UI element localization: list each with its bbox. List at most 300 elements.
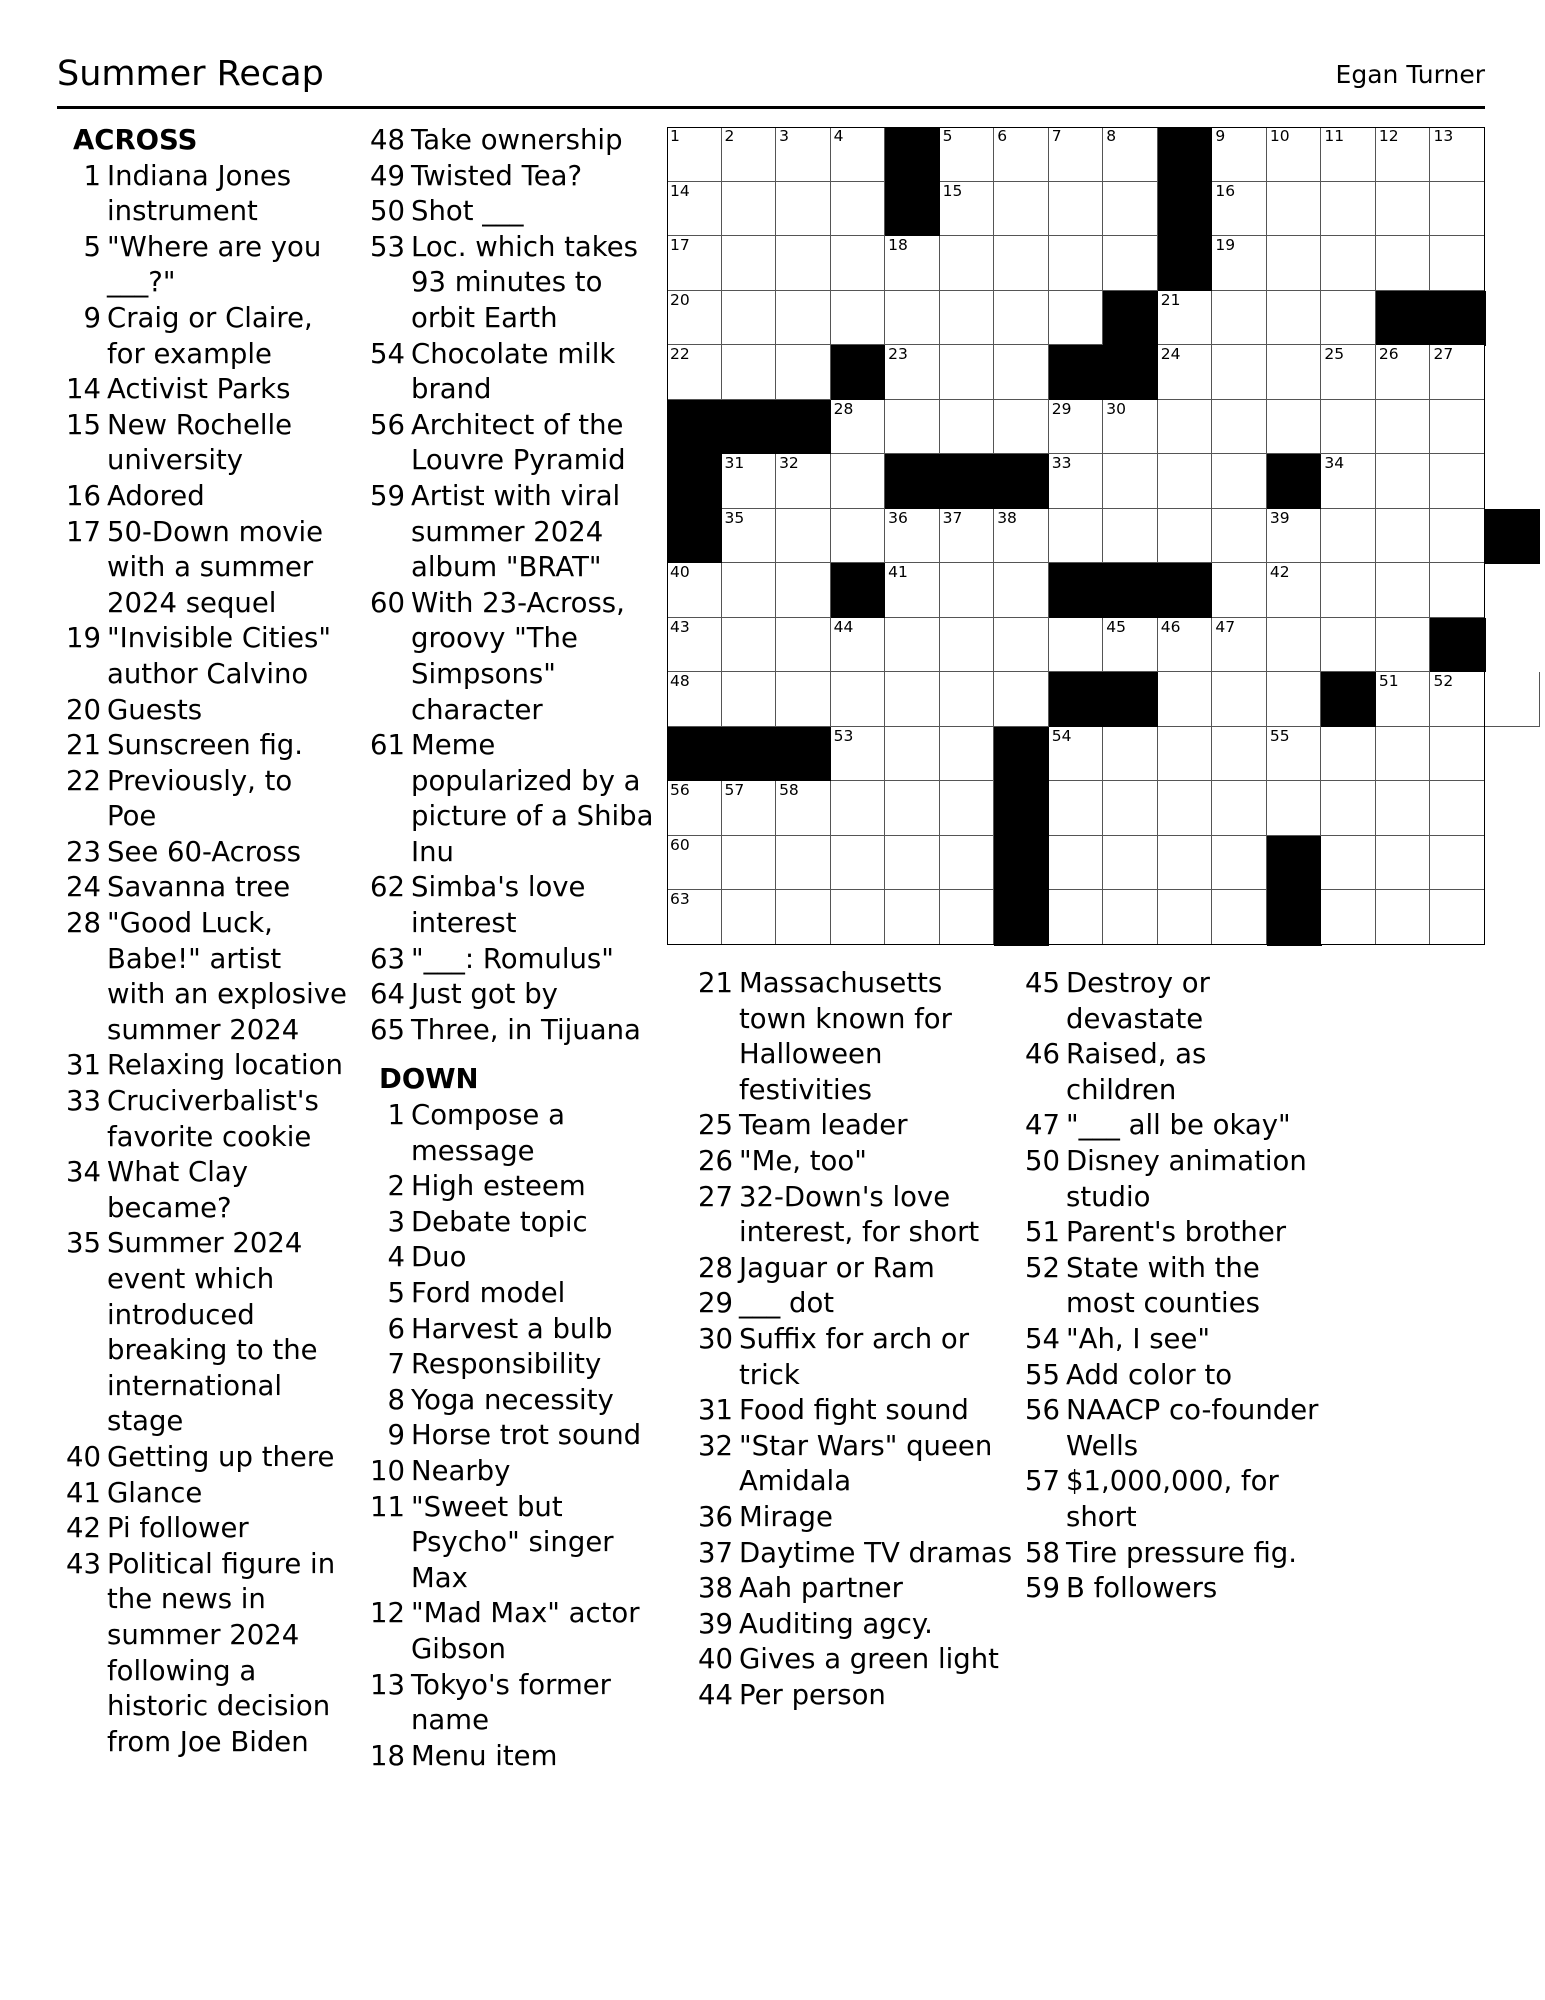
grid-cell[interactable] [1158,781,1213,836]
grid-cell[interactable] [722,618,777,673]
grid-cell[interactable] [1430,781,1485,836]
grid-cell[interactable] [1049,291,1104,346]
grid-cell[interactable] [1212,672,1267,727]
grid-cell[interactable] [1376,182,1431,237]
grid-cell[interactable] [1212,563,1267,618]
clue-item [57,230,347,301]
clue-number: 41 [66,1476,101,1509]
clue-number: 42 [66,1512,101,1545]
grid-block [1103,672,1158,727]
grid-cell[interactable] [1267,291,1322,346]
clue-text: $1,000,000, for short [1066,1465,1279,1533]
grid-cell[interactable] [885,345,940,400]
cell-number: 49 [1106,672,1126,691]
grid-cell[interactable] [776,672,831,727]
grid-block [1267,890,1322,945]
clue-text: Cruciverbalist's favorite cookie [107,1085,319,1153]
grid-cell[interactable] [940,236,995,291]
grid-cell[interactable] [1049,509,1104,564]
grid-cell[interactable] [1376,727,1431,782]
page-header [57,52,1485,109]
grid-block [1430,291,1485,346]
clue-number: 17 [66,515,101,548]
grid-cell[interactable] [1376,672,1431,727]
grid-cell[interactable] [1376,345,1431,400]
grid-cell[interactable] [776,182,831,237]
grid-cell[interactable] [1212,509,1267,564]
cell-number: 32 [779,454,799,473]
grid-cell[interactable] [776,563,831,618]
grid-cell[interactable] [831,890,886,945]
grid-block [940,454,995,509]
grid-cell[interactable] [831,509,886,564]
cell-number: 23 [888,345,908,364]
grid-cell[interactable] [1049,618,1104,673]
grid-cell[interactable] [1321,400,1376,455]
grid-cell[interactable] [1267,345,1322,400]
grid-cell[interactable] [831,781,886,836]
grid-cell[interactable] [1212,890,1267,945]
grid-cell[interactable] [776,618,831,673]
clue-text: Sunscreen fig. [107,729,303,762]
clue-item [57,1226,347,1440]
cell-number: 22 [670,345,690,364]
clue-text: B followers [1066,1572,1218,1605]
grid-cell[interactable] [885,400,940,455]
clue-text: Twisted Tea? [411,159,583,192]
grid-cell[interactable] [722,509,777,564]
grid-cell[interactable] [831,182,886,237]
clue-number: 44 [698,1678,733,1711]
clue-text: See 60-Across [107,835,301,868]
clue-item [693,1286,1013,1322]
clue-text: Pi follower [107,1512,249,1545]
grid-cell[interactable] [1212,781,1267,836]
grid-cell[interactable] [1103,236,1158,291]
grid-cell[interactable] [1267,400,1322,455]
grid-cell[interactable] [885,236,940,291]
grid-cell[interactable] [1267,672,1322,727]
grid-cell[interactable] [1376,890,1431,945]
clue-item [1020,1251,1320,1322]
grid-cell[interactable] [722,781,777,836]
grid-cell[interactable] [1103,618,1158,673]
grid-cell[interactable] [1321,345,1376,400]
grid-cell[interactable] [776,890,831,945]
grid-cell[interactable] [1158,890,1213,945]
clue-number: 55 [1025,1358,1060,1391]
grid-cell[interactable] [1049,182,1104,237]
grid-cell[interactable] [940,509,995,564]
grid-cell[interactable] [994,400,1049,455]
grid-cell[interactable] [1430,509,1485,564]
clue-text: Summer 2024 event which introduced breaking to the international stage [107,1227,318,1438]
grid-cell[interactable] [994,291,1049,346]
clue-text: Auditing agcy. [739,1607,933,1640]
grid-cell[interactable] [1267,127,1322,182]
grid-cell[interactable] [776,509,831,564]
grid-cell[interactable] [1103,400,1158,455]
cell-number: 54 [1051,726,1072,745]
grid-cell[interactable] [1212,236,1267,291]
grid-cell[interactable] [776,127,831,182]
grid-cell[interactable] [885,563,940,618]
grid-cell[interactable] [1430,345,1485,400]
grid-cell[interactable] [1103,727,1158,782]
grid-cell[interactable] [1376,563,1431,618]
clue-item [365,1454,665,1490]
grid-cell[interactable] [831,836,886,891]
clue-number: 27 [698,1180,733,1213]
clue-text: "Invisible Cities" author Calvino [107,622,331,690]
clue-number: 29 [698,1287,733,1320]
grid-cell[interactable] [1376,236,1431,291]
grid-cell[interactable] [722,890,777,945]
clue-text: Gives a green light [739,1643,999,1676]
grid-block [831,563,886,618]
grid-cell[interactable] [940,781,995,836]
grid-cell[interactable] [1267,727,1322,782]
clue-text: Debate topic [411,1205,588,1238]
grid-cell[interactable] [831,454,886,509]
grid-cell[interactable] [831,127,886,182]
grid-cell[interactable] [667,890,722,945]
grid-cell[interactable] [1103,509,1158,564]
grid-cell[interactable] [1212,727,1267,782]
grid-cell[interactable] [1267,781,1322,836]
grid-cell[interactable] [1321,727,1376,782]
clue-item [365,586,665,728]
grid-block [994,836,1049,891]
grid-cell[interactable] [1103,454,1158,509]
grid-cell[interactable] [1376,400,1431,455]
clue-text: Per person [739,1678,886,1711]
grid-cell[interactable] [831,672,886,727]
clue-item [365,1169,665,1205]
grid-cell[interactable] [994,182,1049,237]
cell-number: 21 [1160,290,1181,309]
grid-cell[interactable] [1267,563,1322,618]
grid-cell[interactable] [1212,836,1267,891]
grid-cell[interactable] [776,291,831,346]
grid-cell[interactable] [1267,236,1322,291]
grid-cell[interactable] [1049,836,1104,891]
clue-text: Responsibility [411,1348,602,1381]
clue-text: Tire pressure fig. [1066,1536,1297,1569]
grid-cell[interactable] [667,236,722,291]
grid-cell[interactable] [667,672,722,727]
grid-cell[interactable] [722,563,777,618]
grid-cell[interactable] [1049,781,1104,836]
clue-number: 22 [66,764,101,797]
grid-cell[interactable] [1321,236,1376,291]
grid-cell[interactable] [1212,618,1267,673]
grid-cell[interactable] [722,291,777,346]
clue-number: 59 [370,479,405,512]
grid-cell[interactable] [776,781,831,836]
grid-block [994,454,1049,509]
cell-number: 62 [1269,835,1290,854]
clue-item [57,870,347,906]
grid-cell[interactable] [722,345,777,400]
cell-number: 8 [1106,127,1117,145]
grid-cell[interactable] [1321,127,1376,182]
cell-number: 63 [670,890,690,909]
cell-number: 31 [724,454,745,473]
clue-number: 5 [387,1277,405,1309]
clue-text: Previously, to Poe [107,764,293,833]
cell-number: 44 [833,617,854,636]
clue-item [693,1393,1013,1429]
grid-block [1430,618,1485,673]
grid-cell[interactable] [667,781,722,836]
grid-cell[interactable] [994,672,1049,727]
grid-cell[interactable] [776,836,831,891]
grid-cell[interactable] [1376,454,1431,509]
grid-cell[interactable] [994,127,1049,182]
grid-cell[interactable] [940,672,995,727]
down-heading: DOWN [379,1063,479,1096]
grid-cell[interactable] [1321,890,1376,945]
grid-cell[interactable] [1158,345,1213,400]
grid-cell[interactable] [1430,236,1485,291]
grid-cell[interactable] [667,836,722,891]
clue-text: "___ all be okay" [1066,1109,1291,1142]
grid-cell[interactable] [831,236,886,291]
grid-cell[interactable] [1430,127,1485,182]
clue-text: What Clay became? [107,1156,248,1224]
clue-text: Compose a message [411,1099,565,1167]
clue-text: Architect of the Louvre Pyramid [411,408,626,477]
grid-cell[interactable] [1267,618,1322,673]
clue-text: State with the most counties [1066,1251,1260,1320]
grid-cell[interactable] [1212,182,1267,237]
clue-item [57,515,347,622]
grid-cell[interactable] [667,345,722,400]
grid-cell[interactable] [776,236,831,291]
grid-cell[interactable] [940,182,995,237]
clue-number: 40 [66,1440,101,1473]
grid-cell[interactable] [940,127,995,182]
grid-cell[interactable] [940,291,995,346]
grid-cell[interactable] [722,836,777,891]
grid-cell[interactable] [1103,781,1158,836]
cell-number: 60 [670,835,690,854]
cell-number: 24 [1160,345,1181,364]
grid-cell[interactable] [885,727,940,782]
grid-cell[interactable] [1212,291,1267,346]
grid-cell[interactable] [776,454,831,509]
grid-cell[interactable] [1430,672,1485,727]
grid-block [994,727,1049,782]
grid-cell[interactable] [831,618,886,673]
grid-cell[interactable] [940,727,995,782]
grid-cell[interactable] [667,618,722,673]
clue-item [365,1490,665,1597]
cell-number: 35 [724,508,745,527]
clue-item [1020,1215,1320,1251]
grid-cell[interactable] [1376,836,1431,891]
grid-cell[interactable] [1267,182,1322,237]
grid-cell[interactable] [667,563,722,618]
grid-cell[interactable] [940,563,995,618]
clue-item [365,123,665,159]
grid-cell[interactable] [831,400,886,455]
clue-number: 47 [1025,1109,1060,1142]
grid-cell[interactable] [1103,890,1158,945]
clue-column-4 [1020,966,1320,1607]
clue-number: 56 [370,408,405,441]
grid-cell[interactable] [1212,345,1267,400]
clue-text: NAACP co-founder Wells [1066,1394,1319,1462]
grid-cell[interactable] [1049,890,1104,945]
grid-cell[interactable] [994,563,1049,618]
grid-cell[interactable] [885,509,940,564]
grid-cell[interactable] [1158,727,1213,782]
grid-cell[interactable] [1430,182,1485,237]
grid-cell[interactable] [885,781,940,836]
grid-cell[interactable] [1430,727,1485,782]
grid-cell[interactable] [1376,781,1431,836]
grid-cell[interactable] [994,509,1049,564]
grid-block [1376,291,1431,346]
grid-cell[interactable] [1430,563,1485,618]
grid-cell[interactable] [1158,291,1213,346]
grid-cell[interactable] [1158,509,1213,564]
grid-cell[interactable] [1376,509,1431,564]
grid-block [776,727,831,782]
grid-cell[interactable] [1321,509,1376,564]
grid-cell[interactable] [722,672,777,727]
clue-text: 32-Down's love interest, for short [739,1180,980,1249]
grid-cell[interactable] [1158,618,1213,673]
grid-block [994,781,1049,836]
grid-cell[interactable] [1321,836,1376,891]
clue-number: 26 [698,1144,733,1177]
grid-cell[interactable] [940,400,995,455]
clue-text: High esteem [411,1170,586,1203]
grid-cell[interactable] [885,618,940,673]
grid-cell[interactable] [994,618,1049,673]
grid-cell[interactable] [667,127,722,182]
grid-cell[interactable] [885,890,940,945]
grid-block [667,454,722,509]
grid-cell[interactable] [1212,127,1267,182]
grid-cell[interactable] [1103,127,1158,182]
clue-text: "Good Luck, Babe!" artist with an explosive summer 2024 [107,907,347,1046]
grid-cell[interactable] [1376,618,1431,673]
grid-cell[interactable] [940,618,995,673]
grid-cell[interactable] [1158,454,1213,509]
grid-cell[interactable] [885,672,940,727]
clue-text: Savanna tree [107,871,291,904]
grid-cell[interactable] [885,836,940,891]
cell-number: 52 [1433,672,1454,691]
grid-cell[interactable] [885,291,940,346]
clue-item [365,1596,665,1667]
clue-text: Team leader [739,1109,908,1142]
puzzle-title: Summer Recap [57,54,324,94]
grid-cell[interactable] [667,182,722,237]
clue-item [693,1322,1013,1393]
clue-text: Aah partner [739,1572,903,1605]
clue-number: 50 [1025,1144,1060,1177]
grid-cell[interactable] [1321,781,1376,836]
grid-cell[interactable] [940,836,995,891]
grid-cell[interactable] [1103,182,1158,237]
grid-cell[interactable] [1049,454,1104,509]
grid-cell[interactable] [940,345,995,400]
clue-column-1 [57,123,347,1760]
grid-cell[interactable] [1485,672,1540,727]
clue-text: Massachusetts town known for Halloween festivities [739,967,952,1106]
grid-block [1158,182,1213,237]
grid-cell[interactable] [722,236,777,291]
grid-cell[interactable] [722,182,777,237]
clue-item [365,1312,665,1348]
grid-cell[interactable] [1321,563,1376,618]
clue-item [693,1642,1013,1678]
grid-cell[interactable] [1212,400,1267,455]
grid-block [667,727,722,782]
grid-block [1321,672,1376,727]
clue-number: 18 [370,1739,405,1772]
grid-cell[interactable] [1430,836,1485,891]
grid-cell[interactable] [1049,727,1104,782]
grid-cell[interactable] [1158,836,1213,891]
grid-cell[interactable] [1049,400,1104,455]
grid-cell[interactable] [1430,454,1485,509]
grid-cell[interactable] [1321,291,1376,346]
grid-cell[interactable] [1103,836,1158,891]
clue-number: 1 [83,159,101,192]
grid-cell[interactable] [831,291,886,346]
grid-cell[interactable] [1049,127,1104,182]
grid-cell[interactable] [1158,400,1213,455]
grid-cell[interactable] [1376,127,1431,182]
grid-cell[interactable] [776,345,831,400]
grid-cell[interactable] [1158,672,1213,727]
grid-cell[interactable] [1430,400,1485,455]
grid-cell[interactable] [722,127,777,182]
clue-item [693,966,1013,1108]
clue-number: 12 [370,1597,405,1630]
cell-number: 3 [779,127,789,145]
grid-cell[interactable] [667,291,722,346]
grid-cell[interactable] [994,236,1049,291]
grid-cell[interactable] [1321,182,1376,237]
clue-number: 46 [1025,1038,1060,1071]
clue-item [57,1048,347,1084]
grid-block [1267,454,1322,509]
grid-cell[interactable] [1321,454,1376,509]
grid-cell[interactable] [940,890,995,945]
grid-cell[interactable] [722,454,777,509]
grid-cell[interactable] [831,727,886,782]
grid-cell[interactable] [1430,890,1485,945]
grid-cell[interactable] [1321,618,1376,673]
clue-text: Ford model [411,1277,566,1309]
grid-cell[interactable] [994,345,1049,400]
clue-item [365,1347,665,1383]
clue-item [57,1084,347,1155]
grid-cell[interactable] [1267,509,1322,564]
grid-cell[interactable] [1049,236,1104,291]
clue-item [1020,1358,1320,1394]
clue-number: 54 [370,337,405,370]
cell-number: 64 [997,890,1017,909]
grid-cell[interactable] [1212,454,1267,509]
